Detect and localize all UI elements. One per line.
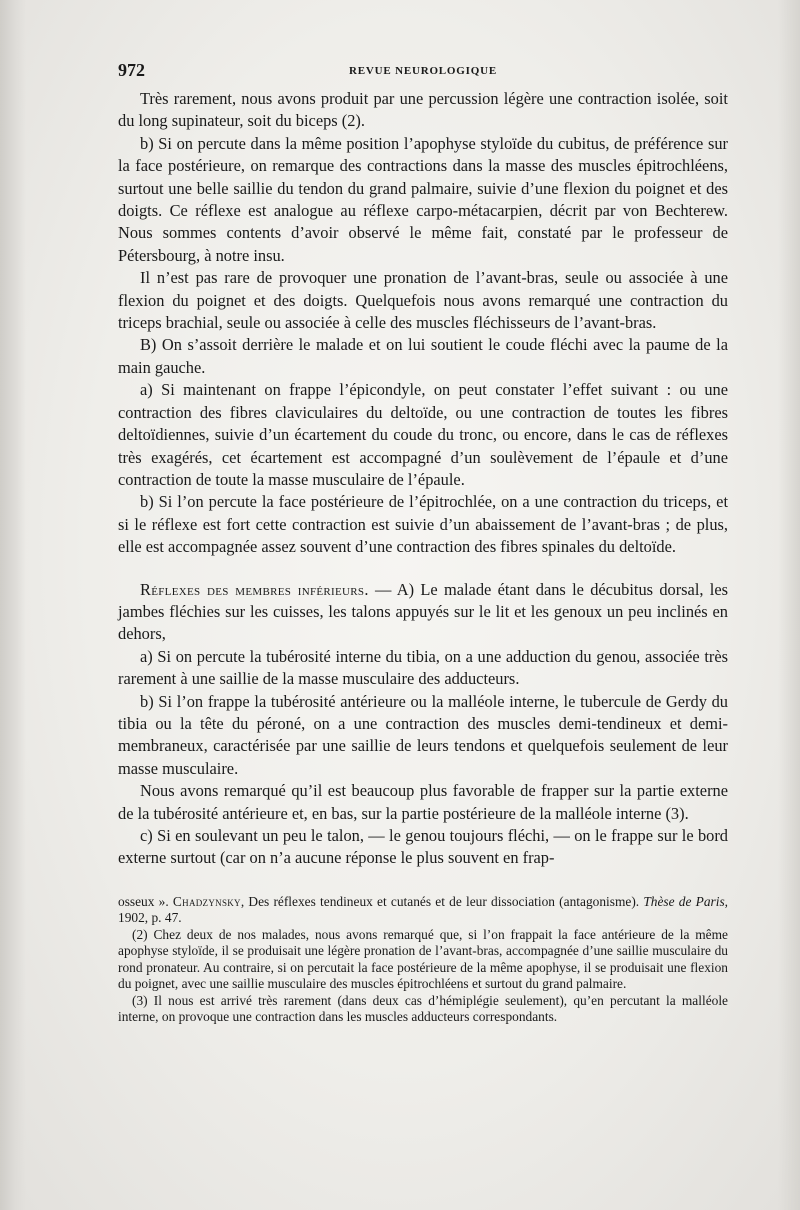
footnote-2: (2) Chez deux de nos malades, nous avons remarqué que, si l’on frappait la face antérieure de la même apophyse styloïde, il se produisait une légère pronation de l’avant-bras, accompagnée d’une saillie musculaire du rond pronateur. Au contraire, si on percutait la face postérieure de la même apophyse, il se produisait une flexion du poignet, avec une saillie musculaire des muscles épitrochléens et surtout du grand palmaire.: [118, 926, 728, 992]
footnotes: [118, 894, 728, 1026]
footnote-1-start: osseux ».: [118, 893, 173, 909]
page-number: 972: [118, 60, 145, 80]
paragraph: B) On s’assoit derrière le malade et on lui soutient le coude fléchi avec la paume de la main gauche.: [118, 335, 728, 377]
section-gap: [118, 559, 728, 579]
paragraph: Très rarement, nous avons produit par une percussion légère une contraction isolée, soit du long supinateur, soit du biceps (2).: [118, 89, 728, 131]
page-content: [118, 58, 728, 1026]
footnote-1-text: , Des réflexes tendineux et cutanés et de leur dissociation (antagonisme).: [240, 893, 644, 909]
paragraph: c) Si en soulevant un peu le talon, — le genou toujours fléchi, — on le frappe sur le bord externe surtout (car on n’a aucune réponse le plus souvent en frap-: [118, 826, 728, 868]
section-intro: — A) Le malade étant dans le décubitus dorsal, les jambes fléchies sur les cuisses, les talons appuyés sur le lit et les genoux un peu inclinés en dehors,: [118, 579, 728, 644]
footnote-1-author: Chadzynsky: [172, 893, 241, 909]
paragraph: a) Si maintenant on frappe l’épicondyle, on peut constater l’effet suivant : ou une contraction des fibres claviculaires du deltoïde, ou une contraction de toutes les fibres deltoïdiennes, suivie d’un écartement du coude du tronc, ou encore, dans le cas de réflexes très exagérés, cet écartement est accompagné d’un soulèvement de l’épaule et d’une contraction de toute la masse musculaire de l’épaule.: [118, 380, 728, 489]
paragraph: Il n’est pas rare de provoquer une pronation de l’avant-bras, seule ou associée à une flexion du poignet et des doigts. Quelquefois nous avons remarqué une contraction du triceps brachial, seule ou associée à celle des muscles fléchisseurs de l’avant-bras.: [118, 268, 728, 333]
section-paragraph: [118, 579, 728, 646]
section-heading: Réflexes des membres inférieurs.: [140, 579, 369, 599]
footnote-1-end: , 1902, p. 47.: [118, 893, 729, 926]
footnote-1: [118, 894, 728, 927]
running-head: REVUE NEUROLOGIQUE: [349, 65, 497, 77]
paragraph: a) Si on percute la tubérosité interne du tibia, on a une adduction du genou, associée très rarement à une saillie de la masse musculaire des adducteurs.: [118, 646, 728, 689]
footnote-3: (3) Il nous est arrivé très rarement (dans deux cas d’hémiplégie seulement), qu’en percutant la malléole interne, on provoque une contraction dans les muscles adducteurs correspondants.: [118, 992, 728, 1025]
body-text: [118, 88, 728, 870]
page-header: [118, 58, 728, 88]
footnote-1-thesis: Thèse de Paris: [643, 893, 725, 909]
paragraph: b) Si on percute dans la même position l’apophyse styloïde du cubitus, de préférence sur la face postérieure, on remarque des contractions dans la masse des muscles épitrochléens, surtout une belle saillie du tendon du grand palmaire, suivie d’une flexion du poignet et des doigts. Ce réflexe est analogue au réflexe carpo-métacarpien, décrit par von Bechterew. Nous sommes contents d’avoir observé le même fait, constaté par le professeur de Pétersbourg, à notre insu.: [118, 133, 728, 265]
paragraph: b) Si l’on percute la face postérieure de l’épitrochlée, on a une contraction du triceps, et si le réflexe est fort cette contraction est suivie d’un abaissement de l’avant-bras ; de plus, elle est accompagnée assez souvent d’une contraction des fibres spinales du deltoïde.: [118, 492, 728, 557]
paragraph: Nous avons remarqué qu’il est beaucoup plus favorable de frapper sur la partie externe de la tubérosité antérieure et, en bas, sur la partie postérieure de la malléole interne (3).: [118, 781, 728, 823]
paragraph: b) Si l’on frappe la tubérosité antérieure ou la malléole interne, le tubercule de Gerdy du tibia ou la tête du péroné, on a une contraction des muscles demi-tendineux et demi-membraneux, caractérisée par une saillie de leurs tendons et quelquefois seulement de leur masse musculaire.: [118, 691, 728, 778]
